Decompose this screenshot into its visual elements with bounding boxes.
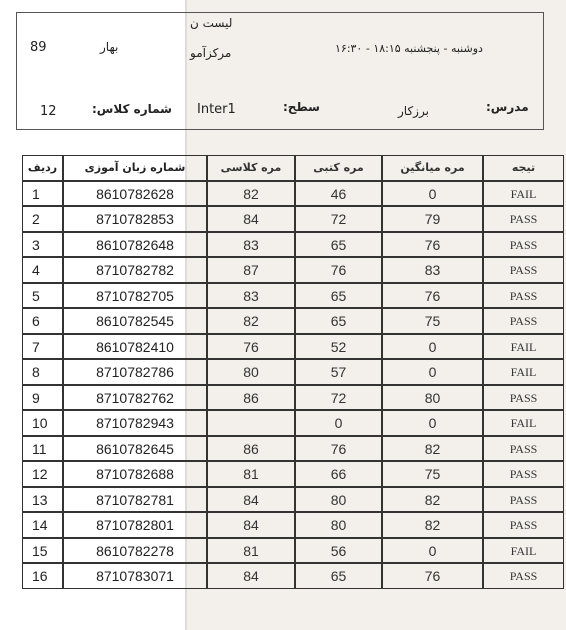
table-row: [22, 410, 544, 436]
student-id-cell: 8610782545: [63, 308, 207, 334]
result-cell: PASS: [483, 461, 564, 487]
student-id-cell: 8610782628: [63, 181, 207, 207]
average-score-cell: 80: [382, 385, 483, 411]
table-row: [22, 257, 544, 283]
student-id-cell: 8710782786: [63, 359, 207, 385]
written-score-cell: 56: [295, 538, 382, 564]
student-id-cell: 8610782645: [63, 436, 207, 462]
result-cell: PASS: [483, 257, 564, 283]
table-row: [22, 359, 544, 385]
table-row: [22, 385, 544, 411]
student-id-cell: 8710782705: [63, 283, 207, 309]
row-number-cell: 2: [22, 206, 63, 232]
table-header-row: [22, 155, 544, 181]
average-score-cell: 75: [382, 308, 483, 334]
row-number-cell: 3: [22, 232, 63, 258]
student-id-cell: 8710782943: [63, 410, 207, 436]
class-score-cell: 83: [207, 283, 295, 309]
written-score-cell: 65: [295, 563, 382, 589]
written-score-cell: 65: [295, 232, 382, 258]
semester: بهار: [100, 40, 119, 54]
class-score-cell: 84: [207, 487, 295, 513]
average-score-cell: 82: [382, 487, 483, 513]
class-score-cell: 81: [207, 538, 295, 564]
average-score-cell: 0: [382, 538, 483, 564]
written-score-cell: 66: [295, 461, 382, 487]
row-number-cell: 12: [22, 461, 63, 487]
written-score-cell: 76: [295, 436, 382, 462]
average-score-cell: 83: [382, 257, 483, 283]
row-number-cell: 1: [22, 181, 63, 207]
table-row: [22, 232, 544, 258]
result-cell: FAIL: [483, 359, 564, 385]
row-number-cell: 15: [22, 538, 63, 564]
teacher-name: برزکار: [398, 104, 429, 118]
student-id-cell: 8710782853: [63, 206, 207, 232]
class-score-cell: 84: [207, 563, 295, 589]
written-score-cell: 76: [295, 257, 382, 283]
year: 89: [30, 40, 47, 55]
written-score-cell: 72: [295, 206, 382, 232]
table-row: [22, 181, 544, 207]
row-number-cell: 10: [22, 410, 63, 436]
class-score-cell: 84: [207, 206, 295, 232]
result-cell: PASS: [483, 283, 564, 309]
result-cell: PASS: [483, 436, 564, 462]
row-number-cell: 6: [22, 308, 63, 334]
table-row: [22, 538, 544, 564]
class-score-cell: 86: [207, 385, 295, 411]
student-id-cell: 8710782801: [63, 512, 207, 538]
student-id-cell: 8610782278: [63, 538, 207, 564]
student-id-cell: 8710782781: [63, 487, 207, 513]
row-number-cell: 13: [22, 487, 63, 513]
class-score-cell: 81: [207, 461, 295, 487]
table-row: [22, 563, 544, 589]
written-score-cell: 57: [295, 359, 382, 385]
table-row: [22, 283, 544, 309]
result-cell: PASS: [483, 512, 564, 538]
result-cell: PASS: [483, 563, 564, 589]
table-row: [22, 512, 544, 538]
student-id-cell: 8710782688: [63, 461, 207, 487]
schedule: دوشنبه - پنجشنبه ۱۸:۱۵ - ۱۶:۳۰: [335, 42, 483, 55]
average-score-cell: 0: [382, 410, 483, 436]
row-number-cell: 14: [22, 512, 63, 538]
written-score-cell: 80: [295, 487, 382, 513]
level-label: سطح:: [283, 100, 320, 114]
average-score-cell: 0: [382, 181, 483, 207]
student-id-cell: 8610782648: [63, 232, 207, 258]
result-cell: PASS: [483, 385, 564, 411]
class-score-cell: 83: [207, 232, 295, 258]
row-number-cell: 16: [22, 563, 63, 589]
col-header-class-score: مره کلاسی: [207, 155, 295, 181]
average-score-cell: 82: [382, 436, 483, 462]
written-score-cell: 65: [295, 308, 382, 334]
col-header-written-score: مره کتبی: [295, 155, 382, 181]
student-id-cell: 8710782762: [63, 385, 207, 411]
average-score-cell: 0: [382, 334, 483, 360]
written-score-cell: 65: [295, 283, 382, 309]
class-score-cell: [207, 410, 295, 436]
class-score-cell: 87: [207, 257, 295, 283]
result-cell: FAIL: [483, 410, 564, 436]
col-header-radif: ردیف: [22, 155, 63, 181]
average-score-cell: 76: [382, 563, 483, 589]
result-cell: PASS: [483, 206, 564, 232]
average-score-cell: 76: [382, 283, 483, 309]
average-score-cell: 82: [382, 512, 483, 538]
table-row: [22, 334, 544, 360]
result-cell: PASS: [483, 232, 564, 258]
col-header-average-score: مره میانگین: [382, 155, 483, 181]
row-number-cell: 9: [22, 385, 63, 411]
student-id-cell: 8610782410: [63, 334, 207, 360]
class-score-cell: 84: [207, 512, 295, 538]
class-score-cell: 82: [207, 308, 295, 334]
col-header-student-id: شماره زبان آموزی: [63, 155, 207, 181]
average-score-cell: 79: [382, 206, 483, 232]
student-id-cell: 8710783071: [63, 563, 207, 589]
row-number-cell: 4: [22, 257, 63, 283]
row-number-cell: 5: [22, 283, 63, 309]
table-row: [22, 436, 544, 462]
result-cell: PASS: [483, 308, 564, 334]
result-cell: PASS: [483, 487, 564, 513]
average-score-cell: 0: [382, 359, 483, 385]
row-number-cell: 11: [22, 436, 63, 462]
table-row: [22, 487, 544, 513]
class-score-cell: 76: [207, 334, 295, 360]
col-header-result: تیجه: [483, 155, 564, 181]
table-row: [22, 206, 544, 232]
average-score-cell: 76: [382, 232, 483, 258]
list-title-fragment: لیست ن: [190, 16, 233, 30]
class-score-cell: 80: [207, 359, 295, 385]
written-score-cell: 72: [295, 385, 382, 411]
written-score-cell: 52: [295, 334, 382, 360]
row-number-cell: 8: [22, 359, 63, 385]
written-score-cell: 0: [295, 410, 382, 436]
average-score-cell: 75: [382, 461, 483, 487]
class-score-cell: 82: [207, 181, 295, 207]
row-number-cell: 7: [22, 334, 63, 360]
written-score-cell: 46: [295, 181, 382, 207]
class-number-label: شماره کلاس:: [92, 102, 172, 116]
class-number: 12: [40, 104, 57, 119]
teacher-label: مدرس:: [486, 100, 529, 114]
table-row: [22, 461, 544, 487]
result-cell: FAIL: [483, 538, 564, 564]
result-cell: FAIL: [483, 181, 564, 207]
center-fragment: مرکزآمو: [190, 46, 232, 60]
level-value: Inter1: [197, 102, 236, 117]
result-cell: FAIL: [483, 334, 564, 360]
class-score-cell: 86: [207, 436, 295, 462]
written-score-cell: 80: [295, 512, 382, 538]
table-row: [22, 308, 544, 334]
student-id-cell: 8710782782: [63, 257, 207, 283]
